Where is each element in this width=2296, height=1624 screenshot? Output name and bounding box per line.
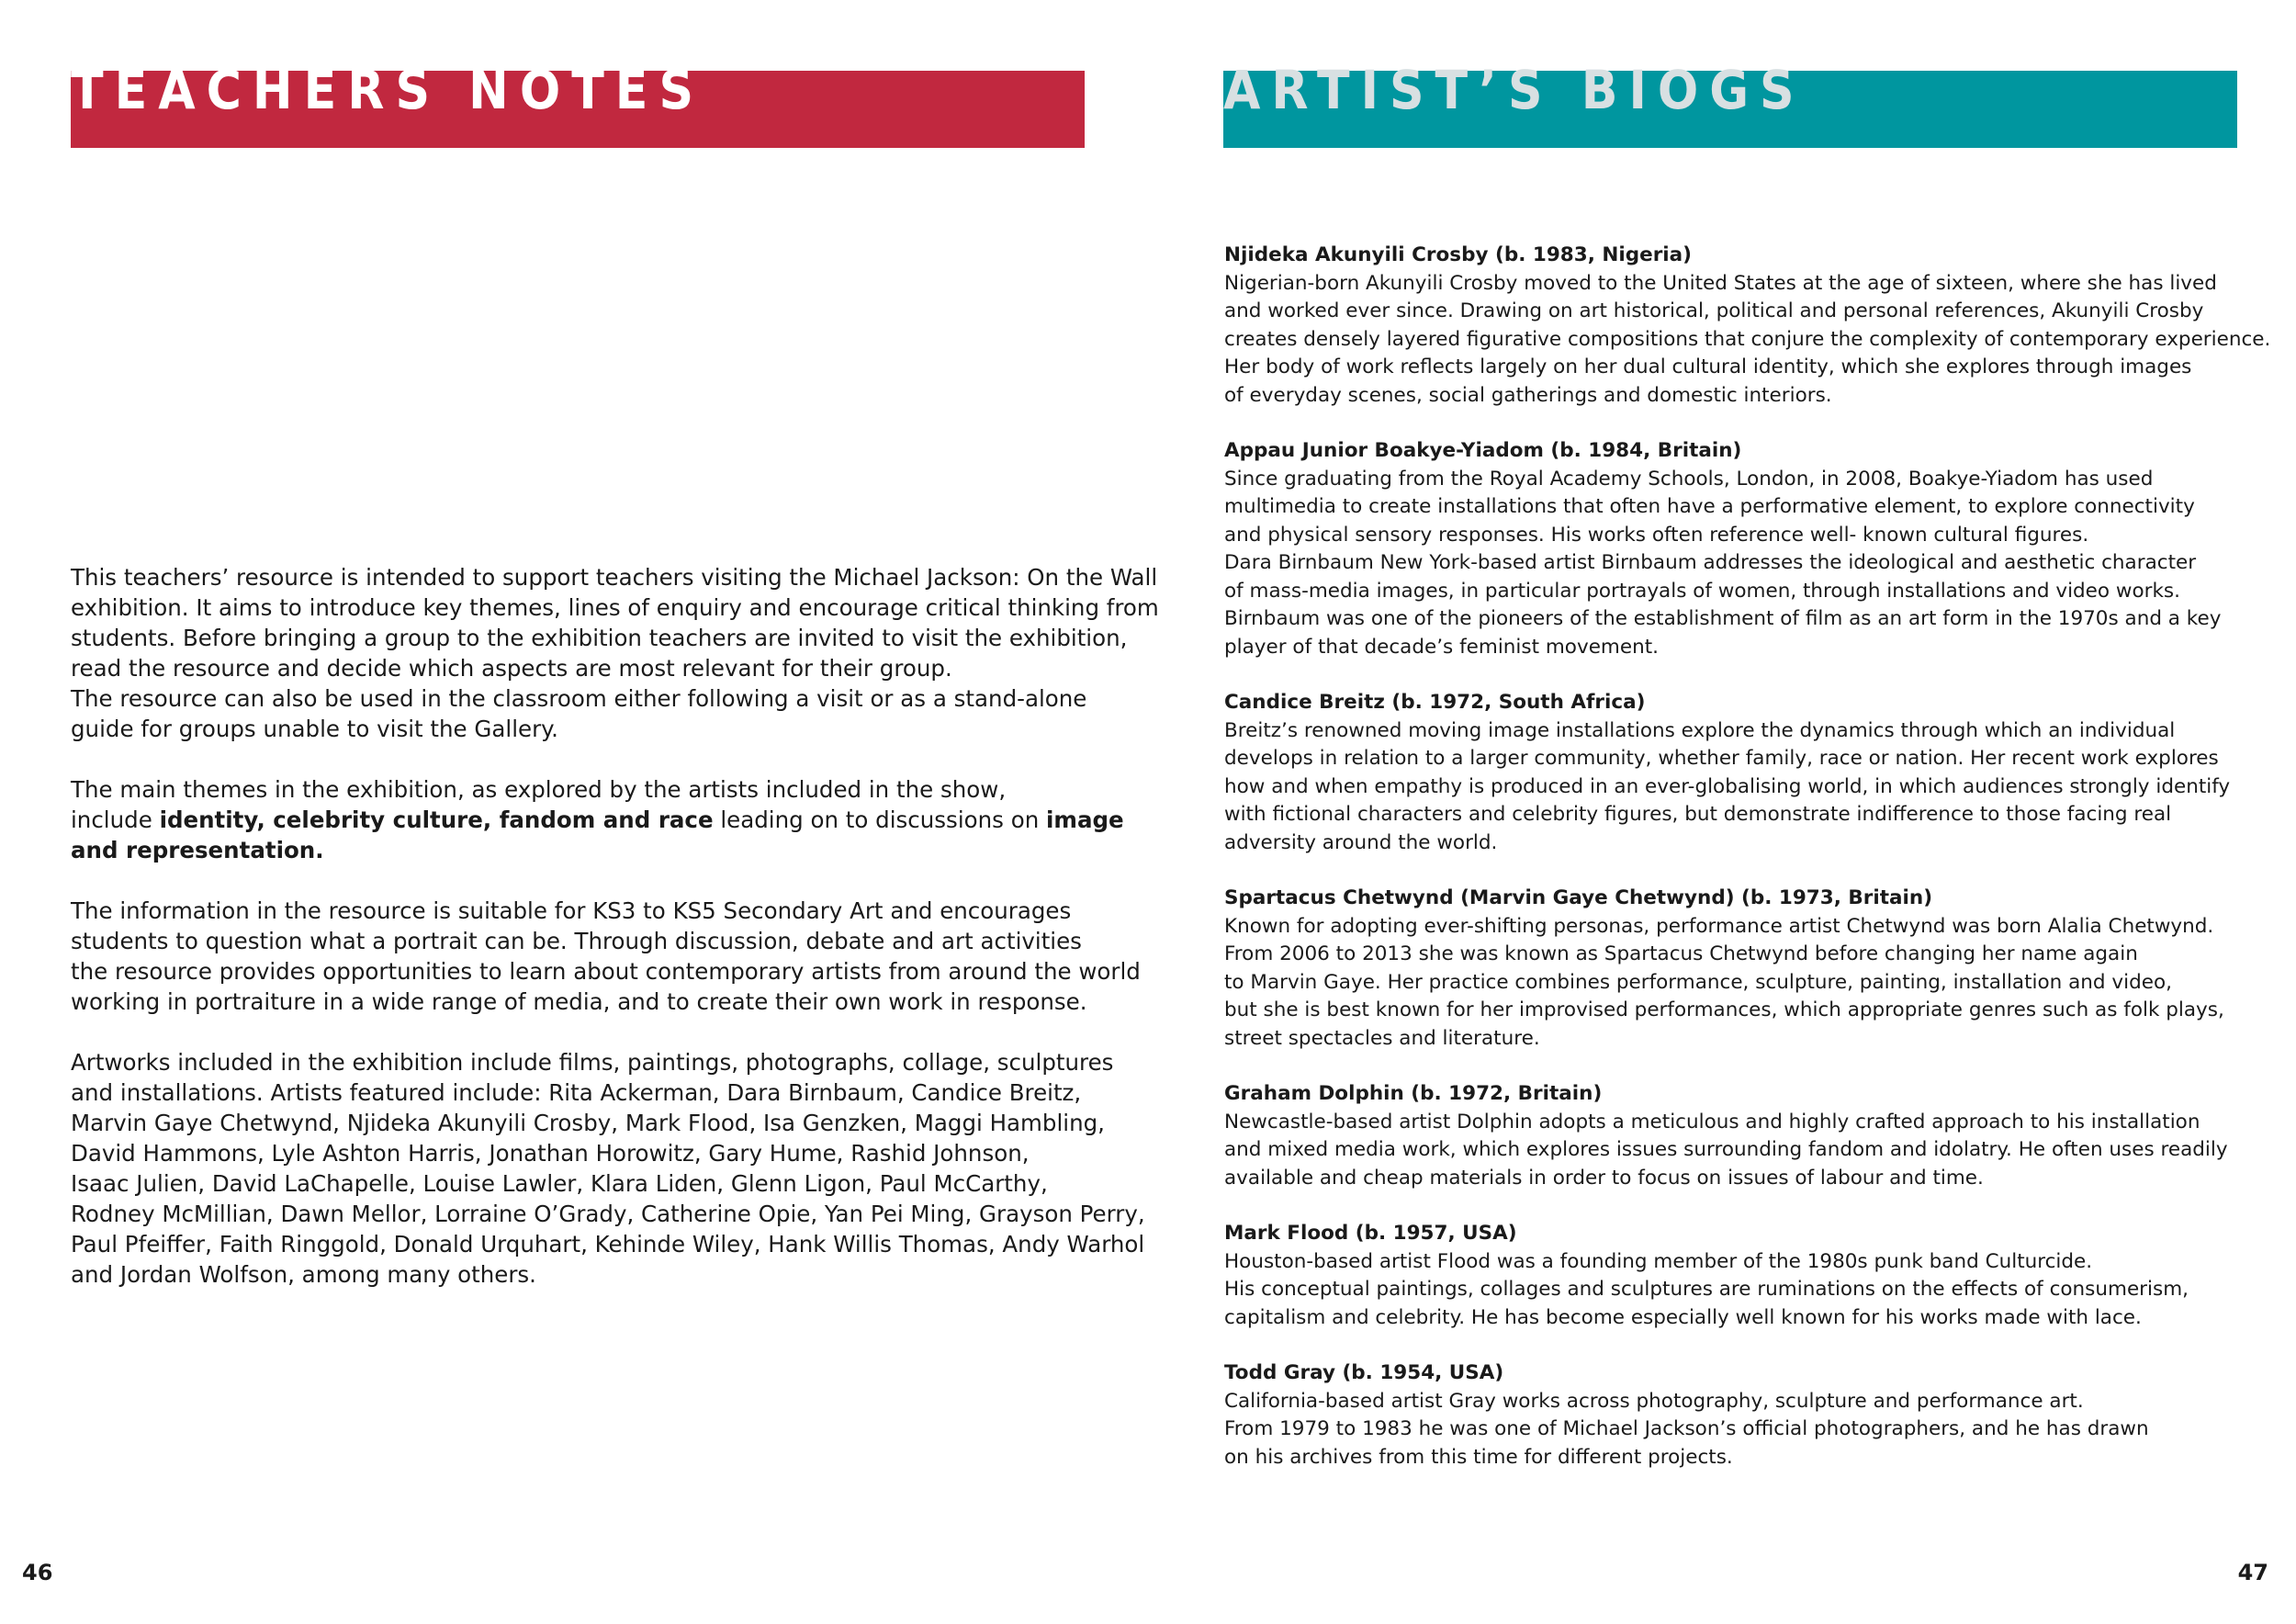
artist-bio-heading: Mark Flood (b. 1957, USA)	[1224, 1222, 1517, 1245]
text-line: Rodney McMillian, Dawn Mellor, Lorraine O’Grady, Catherine Opie, Yan Pei Ming, Grayson Perry,	[71, 1201, 1145, 1227]
artist-bio-heading: Graham Dolphin (b. 1972, Britain)	[1224, 1082, 1603, 1105]
artist-bio-line: From 2006 to 2013 she was known as Spartacus Chetwynd before changing her name again	[1224, 942, 2138, 965]
teachers-notes-body	[71, 562, 1159, 1320]
text-fragment: include	[71, 806, 160, 833]
artist-bio-line: how and when empathy is produced in an ever-globalising world, in which audiences strongly identify	[1224, 774, 2231, 798]
text-line: The resource can also be used in the classroom either following a visit or as a stand-alone	[71, 685, 1087, 712]
text-line: The main themes in the exhibition, as explored by the artists included in the show,	[71, 776, 1007, 803]
artist-bio-line: Houston-based artist Flood was a founding member of the 1980s punk band Culturcide.	[1224, 1249, 2093, 1273]
artist-bio-line: multimedia to create installations that often have a performative element, to explore connectivity	[1224, 495, 2195, 518]
artist-bio	[1224, 437, 2253, 661]
artist-bio-line: player of that decade’s feminist movement.	[1224, 635, 1659, 659]
artist-bio-line: available and cheap materials in order to focus on issues of labour and time.	[1224, 1166, 1984, 1190]
text-line: students. Before bringing a group to the exhibition teachers are invited to visit the exhibition,	[71, 625, 1128, 651]
artist-bio-heading: Appau Junior Boakye-Yiadom (b. 1984, Britain)	[1224, 439, 1742, 462]
artist-bio-line: Known for adopting ever-shifting personas, performance artist Chetwynd was born Alalia Chetwynd.	[1224, 914, 2214, 938]
artist-bio-heading: Todd Gray (b. 1954, USA)	[1224, 1361, 1504, 1384]
artist-bio-line: on his archives from this time for different projects.	[1224, 1445, 1733, 1469]
text-line: exhibition. It aims to introduce key themes, lines of enquiry and encourage critical thinking from	[71, 594, 1159, 621]
artist-bio-line: and worked ever since. Drawing on art historical, political and personal references, Akunyili Crosby	[1224, 299, 2204, 322]
text-line: guide for groups unable to visit the Gallery.	[71, 716, 558, 742]
artist-bio	[1224, 242, 2271, 410]
image-bold: image	[1046, 806, 1124, 833]
text-line: Isaac Julien, David LaChapelle, Louise Lawler, Klara Liden, Glenn Ligon, Paul McCarthy,	[71, 1170, 1048, 1197]
text-line: students to question what a portrait can be. Through discussion, debate and art activities	[71, 928, 1082, 954]
artist-bio	[1224, 689, 2253, 857]
artist-bio-line: creates densely layered figurative compositions that conjure the complexity of contemporary experience.	[1224, 327, 2271, 351]
artist-bio-line: Newcastle-based artist Dolphin adopts a meticulous and highly crafted approach to his installation	[1224, 1110, 2200, 1133]
artist-bio	[1224, 1359, 2253, 1472]
artist-bio-line: of everyday scenes, social gatherings and domestic interiors.	[1224, 383, 1832, 407]
text-line: Marvin Gaye Chetwynd, Njideka Akunyili Crosby, Mark Flood, Isa Genzken, Maggi Hambling,	[71, 1110, 1105, 1136]
artist-bio-line: capitalism and celebrity. He has become especially well known for his works made with lace.	[1224, 1305, 2142, 1329]
text-line: Paul Pfeiffer, Faith Ringgold, Donald Urquhart, Kehinde Wiley, Hank Willis Thomas, Andy Warhol	[71, 1231, 1145, 1257]
text-line: and Jordan Wolfson, among many others.	[71, 1261, 536, 1288]
artists-biogs-banner	[1223, 59, 2237, 148]
artist-bio-line: adversity around the world.	[1224, 830, 1498, 854]
artist-bio-line: and physical sensory responses. His works often reference well- known cultural figures.	[1224, 523, 2089, 547]
text-line: the resource provides opportunities to learn about contemporary artists from around the world	[71, 958, 1141, 985]
text-line: The information in the resource is suitable for KS3 to KS5 Secondary Art and encourages	[71, 897, 1072, 924]
text-line: read the resource and decide which aspects are most relevant for their group.	[71, 655, 952, 682]
text-line	[71, 805, 1124, 835]
artist-bio-heading: Candice Breitz (b. 1972, South Africa)	[1224, 691, 1646, 714]
intro-paragraph	[71, 562, 1159, 744]
artist-bio	[1224, 1080, 2253, 1192]
artist-bio	[1224, 1220, 2253, 1332]
artist-bio-line: Birnbaum was one of the pioneers of the establishment of film as an art form in the 1970s and a key	[1224, 607, 2222, 630]
artist-bio	[1224, 885, 2253, 1053]
artist-bio-line: to Marvin Gaye. Her practice combines performance, sculpture, painting, installation and video,	[1224, 970, 2172, 994]
artist-bio-line: From 1979 to 1983 he was one of Michael Jackson’s official photographers, and he has drawn	[1224, 1417, 2149, 1440]
curriculum-paragraph	[71, 896, 1141, 1017]
teachers-notes-banner	[71, 59, 1085, 148]
artist-bio-heading: Spartacus Chetwynd (Marvin Gaye Chetwynd) (b. 1973, Britain)	[1224, 886, 1933, 909]
text-fragment: leading on to discussions on	[713, 806, 1047, 833]
artist-bio-line: Breitz’s renowned moving image installations explore the dynamics through which an individual	[1224, 718, 2176, 742]
artist-bio-line: Dara Birnbaum New York-based artist Birnbaum addresses the ideological and aesthetic character	[1224, 551, 2197, 574]
text-line: and installations. Artists featured include: Rita Ackerman, Dara Birnbaum, Candice Breitz,	[71, 1079, 1082, 1106]
artist-bio-line: Nigerian-born Akunyili Crosby moved to the United States at the age of sixteen, where she has lived	[1224, 271, 2217, 295]
themes-bold: identity, celebrity culture, fandom and race	[159, 806, 714, 833]
text-line: working in portraiture in a wide range of media, and to create their own work in response.	[71, 988, 1087, 1015]
artists-list-paragraph	[71, 1047, 1145, 1290]
artist-bio-line: street spectacles and literature.	[1224, 1026, 1540, 1050]
artists-biogs-title: ARTIST’S BIOGS	[1223, 59, 1806, 121]
teachers-notes-title: TEACHERS NOTES	[71, 59, 705, 121]
artist-bio-line: Her body of work reflects largely on her dual cultural identity, which she explores through images	[1224, 355, 2192, 378]
representation-bold: and representation.	[71, 837, 324, 863]
artist-bio-heading: Njideka Akunyili Crosby (b. 1983, Nigeria)	[1224, 243, 1692, 266]
text-line: Artworks included in the exhibition include films, paintings, photographs, collage, sculptures	[71, 1049, 1114, 1076]
artist-bio-line: His conceptual paintings, collages and sculptures are ruminations on the effects of consumerism,	[1224, 1278, 2189, 1301]
artist-bio-line: California-based artist Gray works across photography, sculpture and performance art.	[1224, 1389, 2084, 1413]
artist-bio-line: of mass-media images, in particular portrayals of women, through installations and video works.	[1224, 579, 2180, 603]
artist-bio-line: with fictional characters and celebrity figures, but demonstrate indifference to those facing real	[1224, 803, 2172, 826]
page-number-right: 47	[2237, 1560, 2268, 1585]
text-line	[71, 835, 1099, 865]
artist-bio-line: Since graduating from the Royal Academy Schools, London, in 2008, Boakye-Yiadom has used	[1224, 467, 2154, 491]
artist-bio-line: develops in relation to a larger community, whether family, race or nation. Her recent work explores	[1224, 747, 2219, 770]
artist-biographies	[1224, 242, 2271, 1499]
text-line: David Hammons, Lyle Ashton Harris, Jonathan Horowitz, Gary Hume, Rashid Johnson,	[71, 1140, 1030, 1167]
artist-bio-line: but she is best known for her improvised performances, which appropriate genres such as folk plays,	[1224, 998, 2224, 1021]
artist-bio-line: and mixed media work, which explores issues surrounding fandom and idolatry. He often uses readily	[1224, 1138, 2228, 1161]
page-number-left: 46	[22, 1560, 53, 1585]
text-line: This teachers’ resource is intended to support teachers visiting the Michael Jackson: On the Wall	[71, 564, 1158, 591]
themes-paragraph	[71, 774, 1124, 865]
